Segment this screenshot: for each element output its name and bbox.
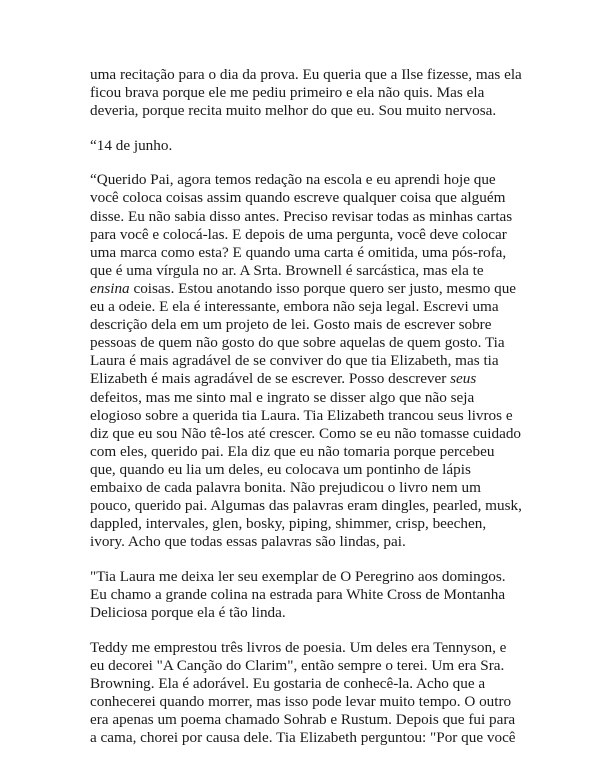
text-line: Eu chamo a grande colina na estrada para White Cross de Montanha bbox=[90, 585, 506, 603]
text-line: elogioso sobre a querida tia Laura. Tia Elizabeth trancou seus livros e bbox=[90, 406, 513, 424]
emphasis: seus bbox=[450, 370, 477, 388]
text-line: dappled, intervales, glen, bosky, piping, shimmer, crisp, beechen, bbox=[90, 515, 487, 533]
text-line: conhecerei quando morrer, mas isso pode levar muito tempo. O outro bbox=[90, 692, 512, 710]
text-line: descrição dela em um projeto de lei. Gosto mais de escrever sobre bbox=[90, 316, 492, 334]
text-line: eu a odeie. E ela é interessante, embora não seja legal. Escrevi uma bbox=[90, 298, 499, 316]
text-line bbox=[90, 280, 530, 298]
text-line: com eles, querido pai. Ela diz que eu não tomaria porque percebeu bbox=[90, 442, 495, 460]
text-line: Deliciosa porque ela é tão linda. bbox=[90, 604, 286, 622]
text-line: pouco, querido pai. Algumas das palavras eram dingles, pearled, musk, bbox=[90, 497, 522, 515]
body-text bbox=[90, 66, 530, 764]
text-line bbox=[90, 370, 530, 388]
text-line: você coloca coisas assim quando escreve qualquer coisa que alguém bbox=[90, 189, 506, 207]
letter-paragraph bbox=[90, 171, 530, 551]
text-line: era apenas um poema chamado Sohrab e Rustum. Depois que fui para bbox=[90, 711, 516, 728]
text-line: defeitos, mas me sinto mal e ingrato se disser algo que não seja bbox=[90, 388, 475, 406]
text-run: Elizabeth é mais agradável de se escrever. Posso descrever bbox=[90, 370, 451, 388]
paragraph bbox=[90, 568, 530, 622]
text-line: uma recitação para o dia da prova. Eu queria que a Ilse fizesse, mas ela bbox=[90, 66, 522, 83]
text-line: a cama, chorei por causa dele. Tia Elizabeth perguntou: "Por que você bbox=[90, 729, 516, 747]
text-line: disse. Eu não sabia disso antes. Preciso revisar todas as minhas cartas bbox=[90, 207, 513, 225]
text-line: uma marca como esta? E quando uma carta é omitida, uma pós-rofa, bbox=[90, 243, 507, 261]
paragraph bbox=[90, 639, 530, 748]
date-heading bbox=[90, 137, 530, 155]
text-line: diz que eu sou Não tê-los até crescer. Como se eu não tomasse cuidado bbox=[90, 424, 522, 442]
text-line: eu decorei "A Canção do Clarim", então sempre o terei. Um era Sra. bbox=[90, 656, 505, 674]
text-line: "Tia Laura me deixa ler seu exemplar de O Peregrino aos domingos. bbox=[90, 567, 506, 585]
text-line: “Querido Pai, agora temos redação na escola e eu aprendi hoje que bbox=[90, 171, 496, 189]
text-line: “14 de junho. bbox=[90, 136, 173, 154]
text-line: Browning. Ela é adorável. Eu gostaria de conhecê-la. Acho que a bbox=[90, 674, 486, 692]
text-line: ficou brava porque ele me pediu primeiro e ela não quis. Mas ela bbox=[90, 84, 485, 102]
text-line: que é uma vírgula no ar. A Srta. Brownell é sarcástica, mas ela te bbox=[90, 261, 484, 279]
paragraph bbox=[90, 66, 530, 120]
text-line: Laura é mais agradável de se conviver do que tia Elizabeth, mas tia bbox=[90, 352, 499, 370]
emphasis: ensina bbox=[90, 279, 130, 297]
text-line: Teddy me emprestou três livros de poesia. Um deles era Tennyson, e bbox=[90, 638, 507, 656]
text-line: embaixo de cada palavra bonita. Não prejudicou o livro nem um bbox=[90, 478, 481, 496]
text-line: pessoas de quem não gosto do que sobre aquelas de quem gosto. Tia bbox=[90, 334, 505, 352]
text-line: para você e colocá-las. E depois de uma pergunta, você deve colocar bbox=[90, 225, 507, 243]
text-line: ivory. Acho que todas essas palavras são lindas, pai. bbox=[90, 533, 406, 551]
text-line: deveria, porque recita muito melhor do que eu. Sou muito nervosa. bbox=[90, 102, 497, 120]
text-run: coisas. Estou anotando isso porque quero ser justo, mesmo que bbox=[129, 279, 517, 297]
text-line: que, quando eu lia um deles, eu colocava um pontinho de lápis bbox=[90, 460, 471, 478]
